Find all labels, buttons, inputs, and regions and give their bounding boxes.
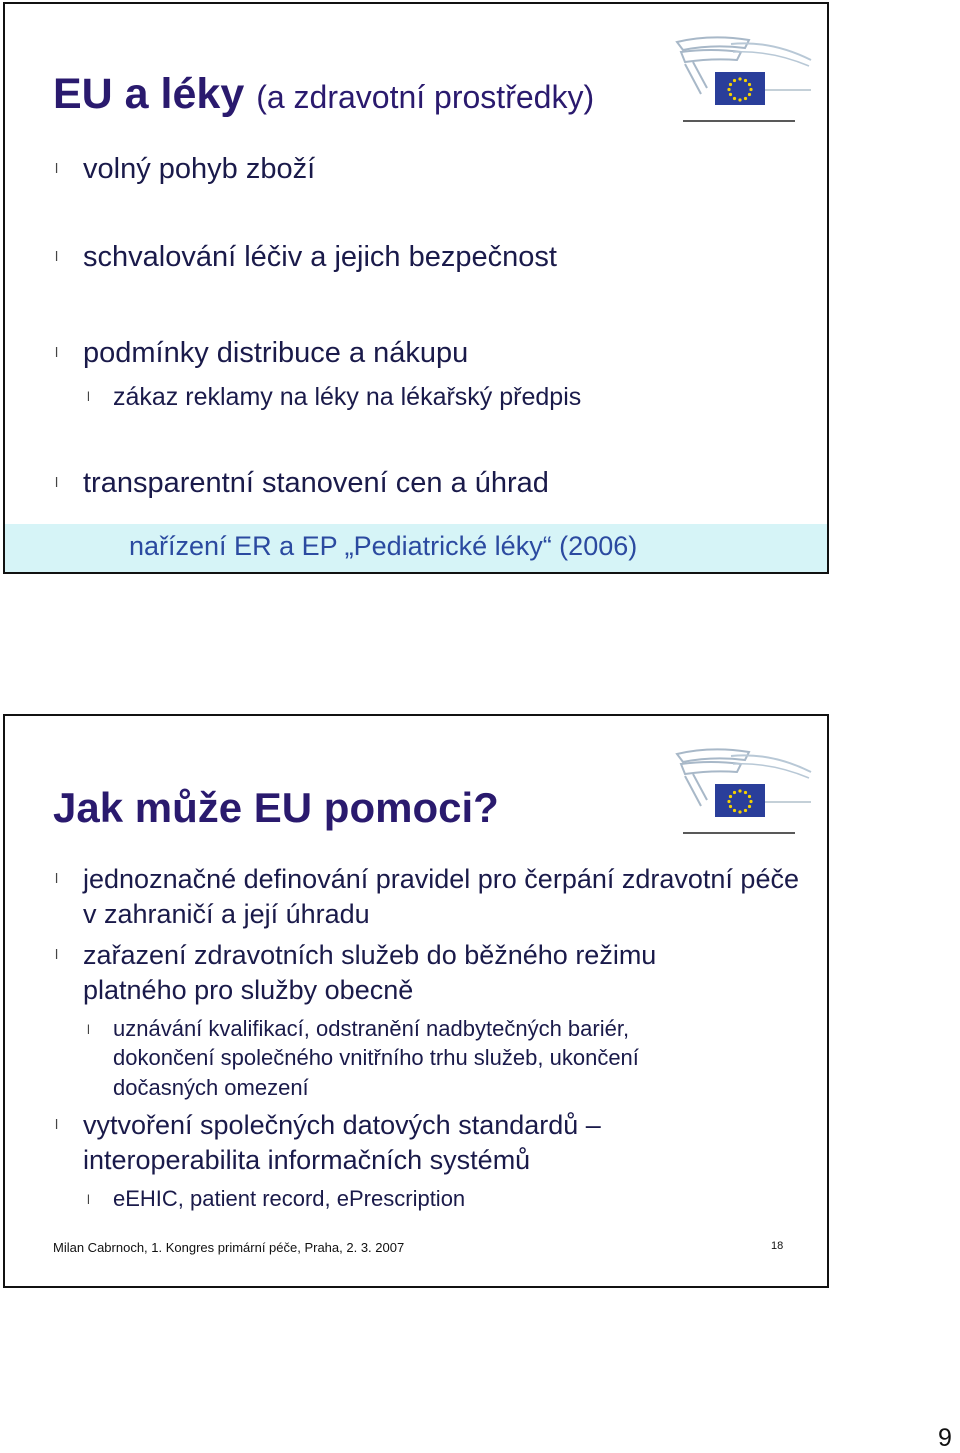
slide-footer-author: Milan Cabrnoch, 1. Kongres primární péče, Praha, 2. 3. 2007	[53, 1240, 405, 1255]
bullet-marker: l	[87, 1022, 90, 1037]
list-item	[55, 938, 723, 1007]
slide-title: Jak může EU pomoci?	[53, 784, 499, 831]
list-item-text: zákaz reklamy na léky na lékařský předpis	[113, 383, 582, 411]
list-item	[55, 1108, 683, 1177]
list-item-text: schvalování léčiv a jejich bezpečnost	[83, 241, 557, 273]
list-item-text: zařazení zdravotních služeb do běžného režimu platného pro služby obecně	[83, 940, 657, 1005]
page-number: 9	[938, 1424, 952, 1452]
list-item-text: uznávání kvalifikací, odstranění nadbytečných bariér, dokončení společného vnitřního trhu služeb, ukončení dočasných omezení	[113, 1016, 639, 1100]
bullet-marker: l	[55, 946, 59, 962]
european-parliament-logo-icon	[671, 744, 813, 834]
bullet-marker: l	[55, 344, 59, 360]
slide-how-eu-can-help	[3, 714, 829, 1288]
bullet-marker: l	[87, 389, 90, 404]
bullet-marker: l	[55, 248, 59, 264]
slide-title-main: EU a léky	[53, 70, 245, 118]
highlight-text: nařízení ER a EP „Pediatrické léky“ (2006)	[129, 531, 638, 561]
slide-eu-medicines	[3, 2, 829, 574]
list-item-text: transparentní stanovení cen a úhrad	[83, 467, 549, 499]
bullet-marker: l	[55, 160, 59, 176]
list-item-text: volný pohyb zboží	[83, 153, 316, 185]
list-subitem	[87, 382, 733, 413]
slide-number: 18	[771, 1240, 784, 1252]
list-item	[55, 862, 803, 931]
list-item	[55, 240, 803, 275]
list-subitem	[87, 1184, 713, 1213]
highlight-bar	[5, 524, 827, 572]
list-subitem	[87, 1014, 713, 1102]
european-parliament-logo-icon	[671, 32, 813, 122]
list-item-text: podmínky distribuce a nákupu	[83, 337, 469, 369]
slide-title-subtitle: (a zdravotní prostředky)	[256, 79, 595, 115]
list-item	[55, 466, 803, 501]
bullet-marker: l	[55, 474, 59, 490]
list-item	[55, 336, 803, 371]
list-item-text: jednoznačné definování pravidel pro čerpání zdravotní péče v zahraničí a její úhradu	[83, 864, 799, 929]
bullet-marker: l	[55, 870, 59, 886]
slide-title	[53, 70, 594, 119]
bullet-marker: l	[87, 1192, 90, 1207]
list-item	[55, 152, 803, 187]
list-item-text: eEHIC, patient record, ePrescription	[113, 1186, 466, 1211]
bullet-marker: l	[55, 1116, 59, 1132]
list-item-text: vytvoření společných datových standardů – interoperabilita informačních systémů	[83, 1110, 601, 1175]
